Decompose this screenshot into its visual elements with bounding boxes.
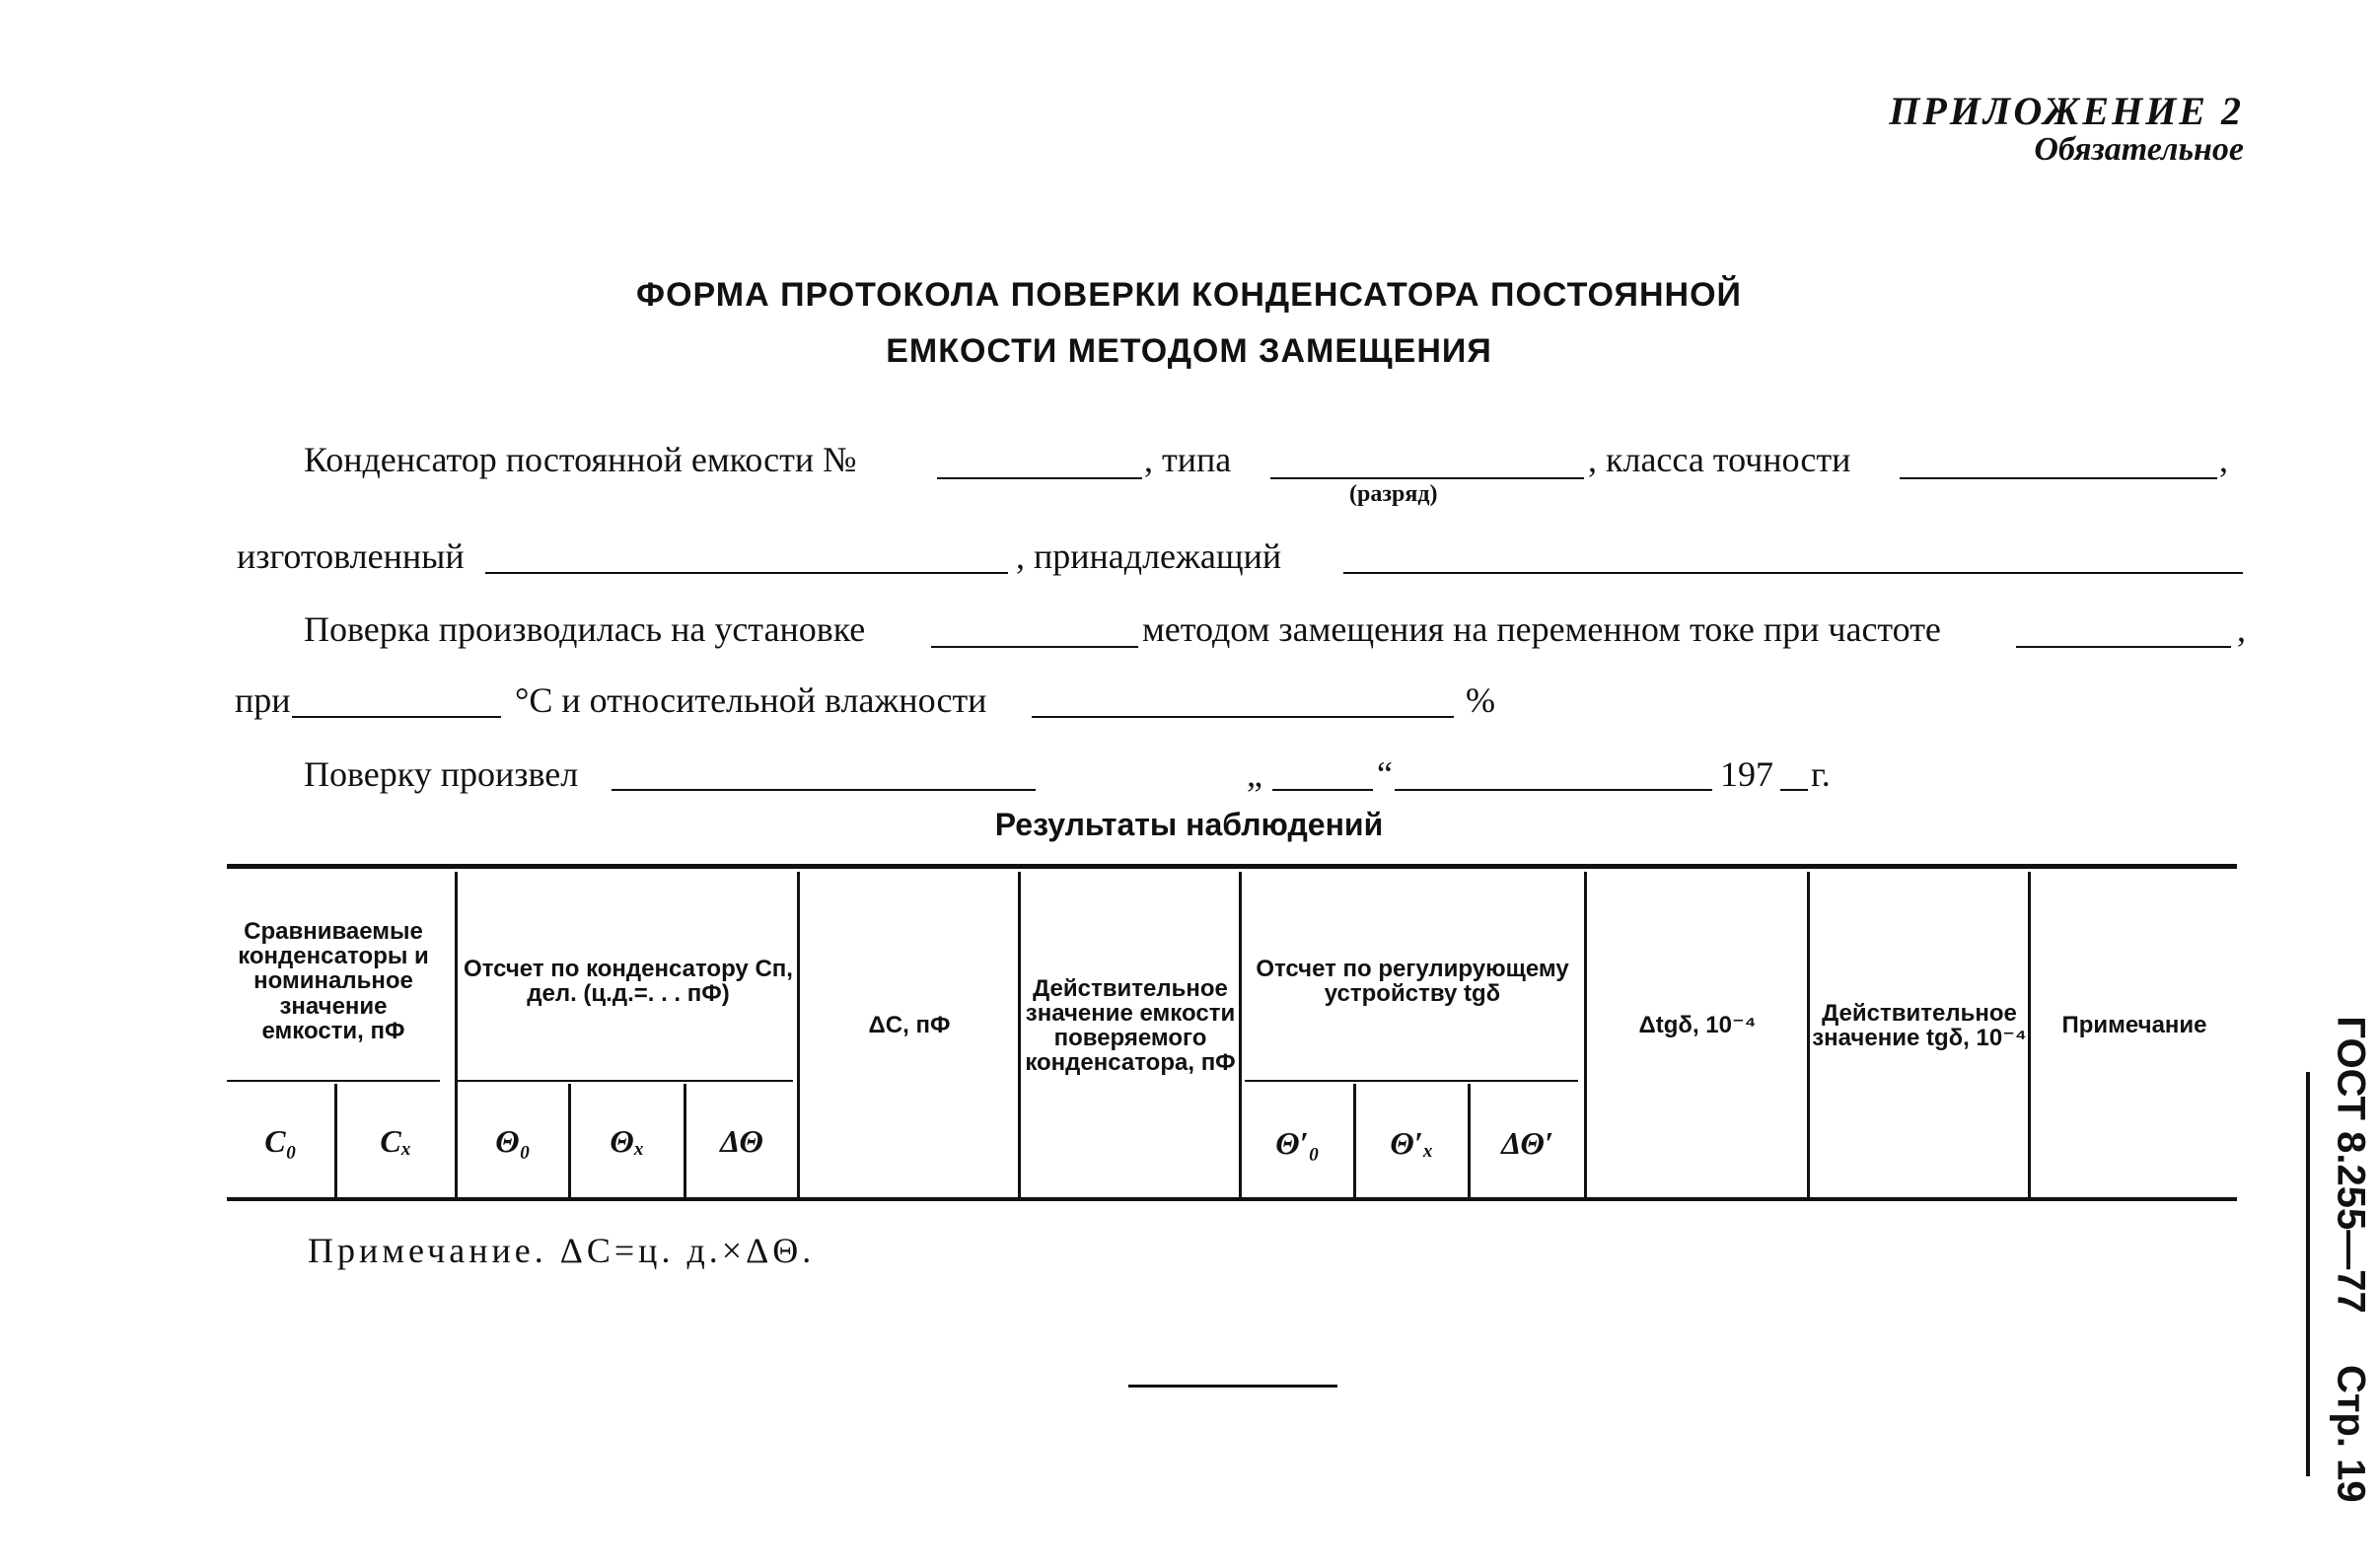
table-subrule-reading bbox=[456, 1080, 793, 1082]
appendix-title: ПРИЛОЖЕНИЕ 2 bbox=[1889, 89, 2244, 133]
header-actual-tg: Действительное значение tgδ, 10⁻⁴ bbox=[1812, 999, 2027, 1051]
frequency-field[interactable] bbox=[2016, 646, 2231, 648]
day-field[interactable] bbox=[1272, 789, 1373, 791]
quote-close: “ bbox=[1377, 754, 1393, 794]
year-prefix: 197 bbox=[1720, 754, 1773, 794]
header-compared: Сравниваемые конденсаторы и номинальное значение емкости, пФ bbox=[238, 918, 429, 1044]
margin-rule bbox=[2306, 1072, 2310, 1476]
header-delta-tg: Δtgδ, 10⁻⁴ bbox=[1638, 1012, 1757, 1039]
accuracy-class-label: , класса точности bbox=[1588, 440, 1851, 479]
line1-comma: , bbox=[2219, 440, 2228, 479]
margin-text bbox=[2329, 1016, 2373, 1502]
temperature-label: °С и относительной влажности bbox=[515, 680, 987, 720]
line3-comma: , bbox=[2237, 609, 2246, 649]
verifier-label: Поверку произвел bbox=[304, 754, 579, 794]
manufactured-label: изготовленный bbox=[237, 536, 465, 576]
header-reading-capacitor: Отсчет по конденсатору Cп, дел. (ц.д.=. . . пФ) bbox=[464, 955, 793, 1007]
end-dash bbox=[1128, 1385, 1337, 1388]
appendix-status: Обязательное bbox=[2034, 131, 2244, 168]
appendix-header bbox=[1889, 91, 2244, 168]
table-divider bbox=[797, 872, 800, 1197]
capacitor-number-field[interactable] bbox=[937, 477, 1142, 479]
subheader-cx: Cₓ bbox=[380, 1122, 412, 1159]
subheader-theta0-prime: Θ′₀ bbox=[1275, 1125, 1320, 1162]
subheader-thetax-prime: Θ′ₓ bbox=[1390, 1125, 1434, 1162]
temperature-field[interactable] bbox=[292, 716, 501, 718]
header-delta-c: ΔC, пФ bbox=[868, 1012, 951, 1039]
subheader-delta-theta: ΔΘ bbox=[720, 1122, 763, 1159]
table-bottom-rule bbox=[227, 1197, 2237, 1201]
subheader-theta0: Θ₀ bbox=[495, 1122, 531, 1159]
table-divider bbox=[1807, 872, 1810, 1197]
capacitor-label: Конденсатор постоянной емкости № bbox=[304, 440, 857, 479]
header-actual-capacity: Действительное значение емкости поверяемого конденсатора, пФ bbox=[1025, 974, 1236, 1077]
margin-page: Стр. 19 bbox=[2329, 1364, 2373, 1503]
quote-open: „ bbox=[1247, 754, 1262, 794]
table-divider bbox=[2028, 872, 2031, 1197]
form-title-line1: ФОРМА ПРОТОКОЛА ПОВЕРКИ КОНДЕНСАТОРА ПОСТОЯННОЙ bbox=[636, 276, 1742, 314]
margin-doc-code: ГОСТ 8.255—77 bbox=[2329, 1016, 2373, 1314]
footnote: Примечание. ΔC=ц. д.×ΔΘ. bbox=[308, 1231, 816, 1270]
table-top-rule bbox=[227, 864, 2237, 869]
header-reading-regulator: Отсчет по регулирующему устройству tgδ bbox=[1256, 955, 1569, 1007]
subheader-delta-theta-prime: ΔΘ′ bbox=[1501, 1125, 1553, 1162]
header-note: Примечание bbox=[2061, 1012, 2207, 1039]
subheader-c0: C₀ bbox=[264, 1122, 297, 1159]
installation-field[interactable] bbox=[931, 646, 1138, 648]
year-suffix: г. bbox=[1811, 754, 1831, 794]
results-title: Результаты наблюдений bbox=[994, 807, 1384, 842]
owner-label: , принадлежащий bbox=[1016, 536, 1282, 576]
year-field[interactable] bbox=[1780, 789, 1808, 791]
at-label: при bbox=[235, 680, 291, 720]
verifier-field[interactable] bbox=[612, 789, 1036, 791]
form-title-line2: ЕМКОСТИ МЕТОДОМ ЗАМЕЩЕНИЯ bbox=[886, 332, 1492, 370]
type-label: , типа bbox=[1144, 440, 1232, 479]
month-field[interactable] bbox=[1395, 789, 1712, 791]
method-label: методом замещения на переменном токе при частоте bbox=[1142, 609, 1941, 649]
percent-sign: % bbox=[1466, 680, 1495, 720]
manufacturer-field[interactable] bbox=[485, 572, 1008, 574]
margin-label bbox=[2306, 1016, 2378, 1503]
humidity-field[interactable] bbox=[1032, 716, 1454, 718]
table-subrule-regulator bbox=[1245, 1080, 1578, 1082]
type-field[interactable] bbox=[1270, 477, 1584, 479]
owner-field[interactable] bbox=[1343, 572, 2243, 574]
verification-label: Поверка производилась на установке bbox=[304, 609, 866, 649]
accuracy-class-field[interactable] bbox=[1900, 477, 2217, 479]
table-divider bbox=[1584, 872, 1587, 1197]
grade-hint: (разряд) bbox=[1349, 481, 1438, 507]
table-subrule-compared bbox=[227, 1080, 440, 1082]
subheader-thetax: Θₓ bbox=[610, 1122, 645, 1159]
table-divider bbox=[1018, 872, 1021, 1197]
